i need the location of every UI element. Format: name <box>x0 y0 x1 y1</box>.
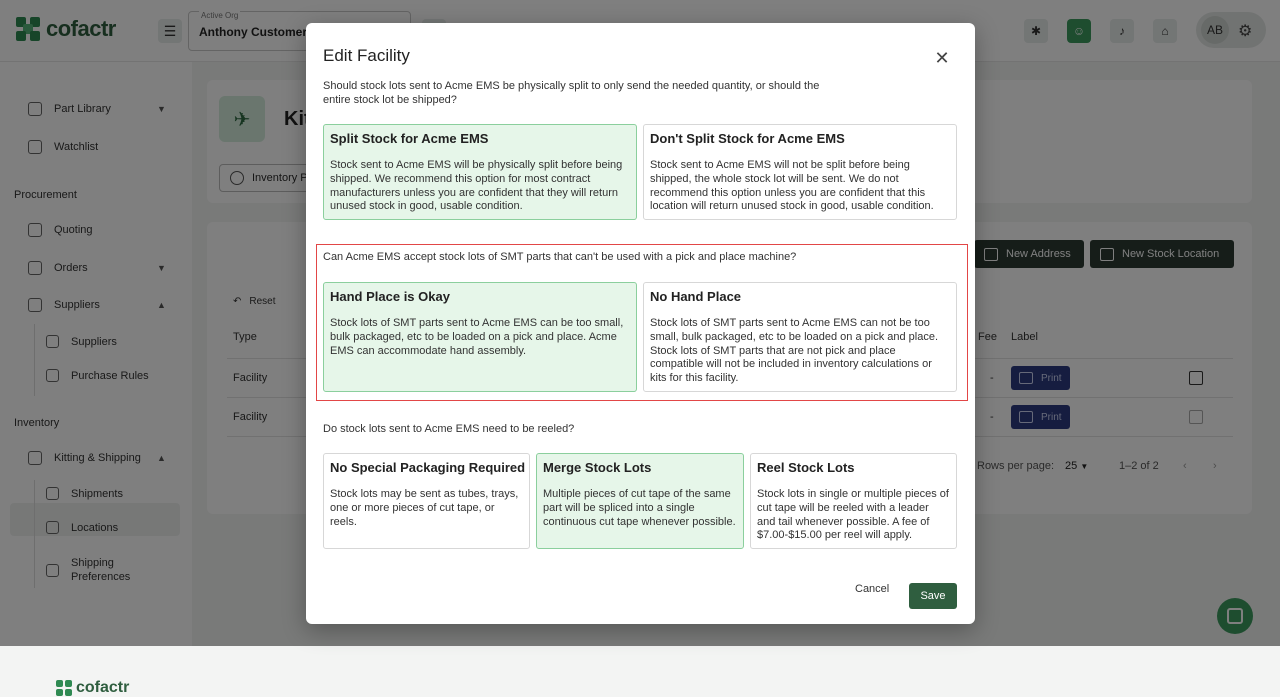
sidebar-footer-logo: cofactr <box>56 679 129 697</box>
split-stock-question: Should stock lots sent to Acme EMS be physically split to only send the needed quantity, or should the entire stock lot be shipped? <box>323 80 820 106</box>
logo-mark-icon <box>56 680 72 696</box>
option-description: Multiple pieces of cut tape of the same part will be spliced into a single continuous cut tape whenever possible. <box>543 488 736 528</box>
option-description: Stock lots may be sent as tubes, trays, one or more pieces of cut tape, or reels. <box>330 488 519 528</box>
option-description: Stock sent to Acme EMS will be physically split before being shipped. We recommend this option for most contract manufacturers unless you are confident that they will return unused stock in good, usable condition. <box>330 159 623 213</box>
dialog-title: Edit Facility <box>323 46 410 65</box>
option-dont-split-stock[interactable] <box>643 124 957 220</box>
option-reel-stock-lots[interactable] <box>750 453 957 549</box>
option-split-stock[interactable] <box>323 124 637 220</box>
option-hand-place-okay[interactable] <box>323 282 637 392</box>
option-title: Merge Stock Lots <box>543 460 652 475</box>
save-button[interactable]: Save <box>909 583 957 609</box>
option-title: Hand Place is Okay <box>330 289 450 304</box>
option-title: No Special Packaging Required <box>330 460 526 475</box>
option-description: Stock lots of SMT parts sent to Acme EMS can not be too small, bulk packaged, etc to be loaded on a pick and place. Stock lots of SMT parts that are not pick and place compatible will not be included in inventory calculations or kits for this facility. <box>650 317 939 385</box>
option-description: Stock lots in single or multiple pieces of cut tape will be reeled with a leader and tail whenever possible. A fee of $7.00-$15.00 per reel will apply. <box>757 488 949 542</box>
reel-question: Do stock lots sent to Acme EMS need to be reeled? <box>323 423 575 435</box>
option-title: Don't Split Stock for Acme EMS <box>650 131 845 146</box>
option-no-special-packaging[interactable] <box>323 453 530 549</box>
cancel-button[interactable]: Cancel <box>855 583 890 595</box>
close-icon[interactable]: ✕ <box>934 48 950 68</box>
hand-place-question: Can Acme EMS accept stock lots of SMT parts that can't be used with a pick and place machine? <box>323 251 797 263</box>
option-no-hand-place[interactable] <box>643 282 957 392</box>
edit-facility-dialog <box>306 23 975 624</box>
option-description: Stock sent to Acme EMS will not be split before being shipped, the whole stock lot will be sent. We do not recommend this option unless you are confident that this location will return unused stock in good, usable condition. <box>650 159 934 213</box>
option-title: Split Stock for Acme EMS <box>330 131 489 146</box>
option-title: Reel Stock Lots <box>757 460 855 475</box>
option-description: Stock lots of SMT parts sent to Acme EMS can be too small, bulk packaged, etc to be loaded on a pick and place. Acme EMS can accommodate hand assembly. <box>330 317 624 357</box>
option-merge-stock-lots[interactable] <box>536 453 744 549</box>
option-title: No Hand Place <box>650 289 742 304</box>
